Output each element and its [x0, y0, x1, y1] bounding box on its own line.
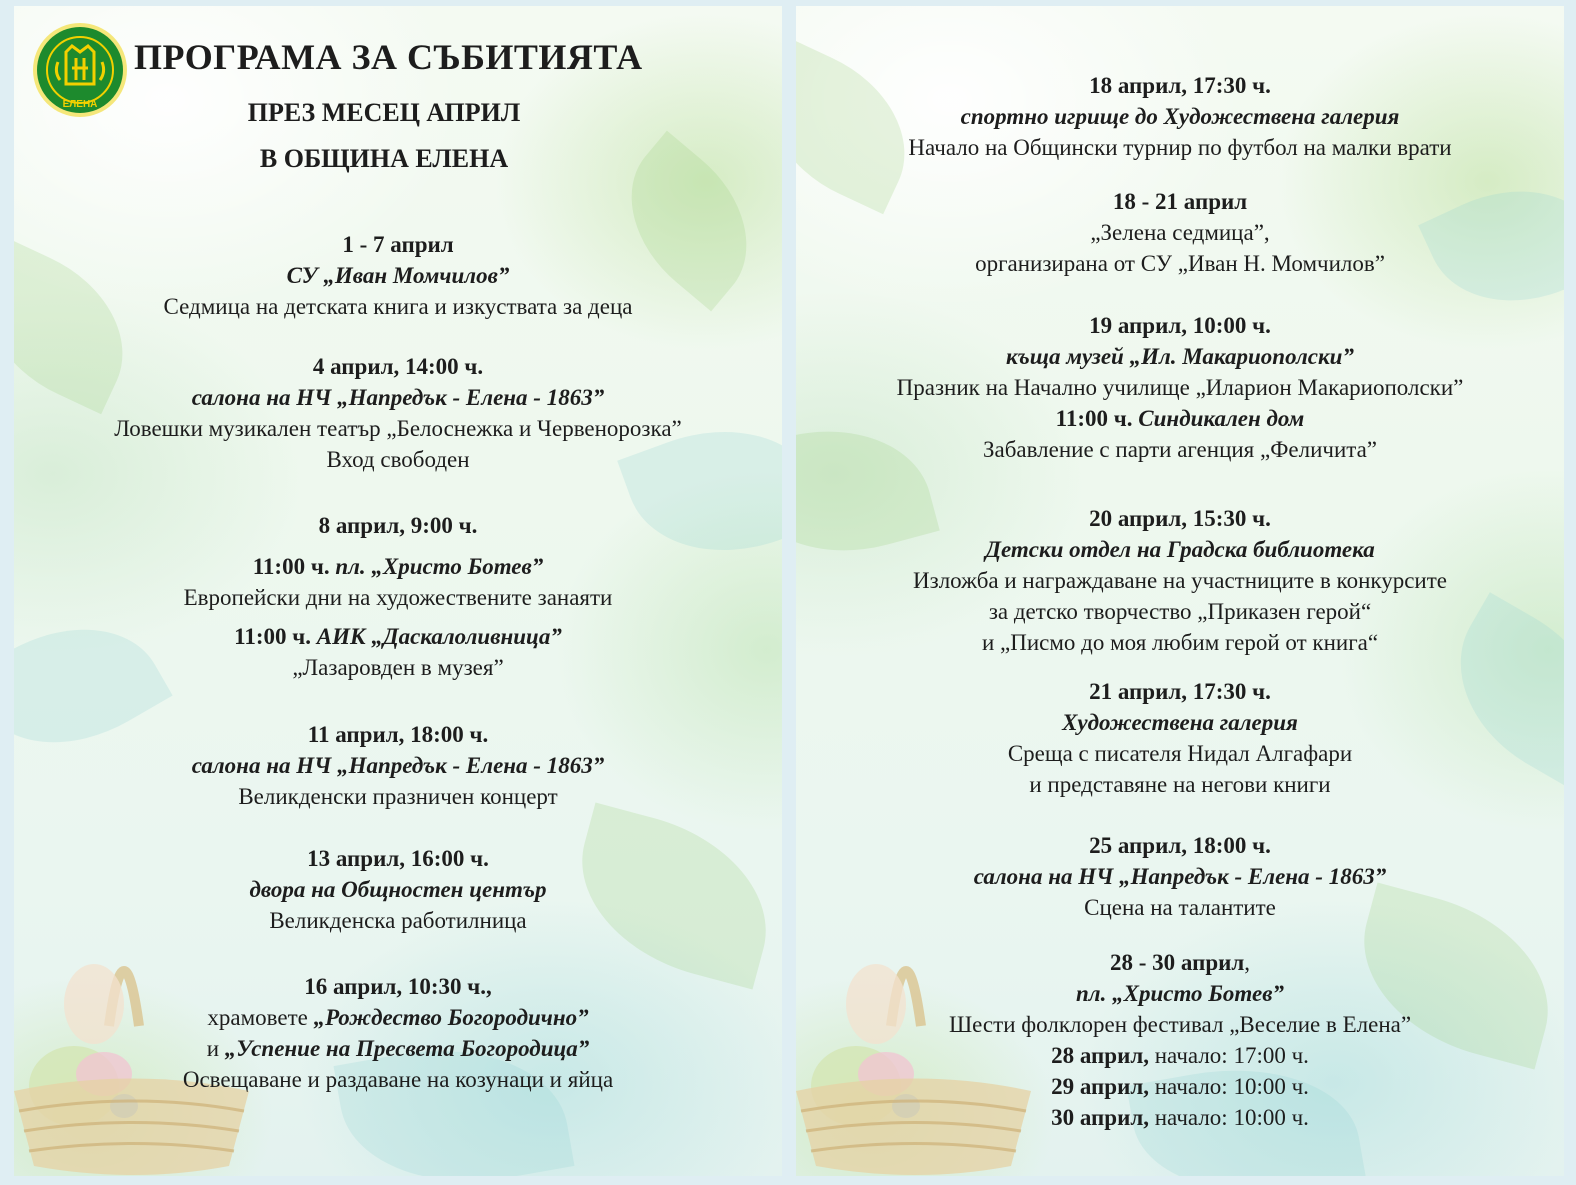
event-description: организирана от СУ „Иван Н. Момчилов” [975, 251, 1385, 276]
festival-day [796, 1040, 1564, 1071]
festival-day-time: начало: 17:00 ч. [1154, 1043, 1309, 1068]
event-description: Седмица на детската книга и изкуствата за деца [163, 294, 633, 319]
event-description: Празник на Начално училище „Иларион Макариополски” [896, 375, 1464, 400]
event-sub-block [14, 621, 782, 683]
event-place: АИК „Даскалоливница” [316, 624, 562, 649]
svg-text:ЕЛЕНА: ЕЛЕНА [62, 99, 98, 110]
event-place-prefix: и [206, 1036, 220, 1061]
event-block [14, 229, 782, 322]
event-description: Забавление с парти агенция „Феличита” [982, 437, 1378, 462]
event-date-suffix: , [1244, 950, 1251, 975]
event-block [796, 947, 1564, 1133]
event-description: Великденски празничен концерт [238, 784, 558, 809]
event-description: за детско творчество „Приказен герой“ [988, 599, 1372, 624]
festival-day-time: начало: 10:00 ч. [1154, 1074, 1309, 1099]
festival-day [796, 1071, 1564, 1102]
event-block [796, 186, 1564, 279]
event-block [796, 70, 1564, 163]
event-place: „Рождество Богородично” [313, 1005, 589, 1030]
event-description: Освещаване и раздаване на козунаци и яйца [182, 1067, 614, 1092]
event-description: Сцена на талантите [1084, 895, 1276, 920]
festival-day-date: 29 април, [1051, 1074, 1149, 1099]
event-date: 4 април, 14:00 ч. [312, 354, 484, 379]
event-place: пл. „Христо Ботев” [335, 554, 544, 579]
event-block [796, 830, 1564, 923]
event-date: 18 април, 17:30 ч. [1089, 73, 1271, 98]
event-description: Начало на Общински турнир по футбол на малки врати [908, 135, 1452, 160]
event-description: и представяне на негови книги [1029, 772, 1331, 797]
event-note: Вход свободен [326, 447, 470, 472]
event-date: 19 април, 10:00 ч. [1089, 313, 1271, 338]
event-block [14, 510, 782, 541]
event-date: 21 април, 17:30 ч. [1089, 679, 1271, 704]
event-description: Европейски дни на художествените занаяти [183, 585, 613, 610]
event-date: 13 април, 16:00 ч. [307, 846, 489, 871]
event-sub-block [14, 551, 782, 613]
event-time: 11:00 ч. [252, 554, 330, 579]
event-place: Синдикален дом [1138, 406, 1305, 431]
event-place: „Успение на Пресвета Богородица” [224, 1036, 590, 1061]
event-block [796, 310, 1564, 465]
event-place: Детски отдел на Градска библиотека [985, 537, 1375, 562]
event-place-prefix: храмовете [207, 1005, 308, 1030]
event-description: Шести фолклорен фестивал „Веселие в Елена” [948, 1012, 1412, 1037]
event-block [796, 676, 1564, 800]
event-place: спортно игрище до Художествена галерия [960, 104, 1400, 129]
event-date: 16 април, 10:30 ч., [304, 974, 492, 999]
event-block [14, 351, 782, 475]
event-description: и „Писмо до моя любим герой от книга“ [981, 630, 1379, 655]
event-place: къща музей „Ил. Макариополски” [1006, 344, 1354, 369]
event-description: Ловешки музикален театър „Белоснежка и Червенорозка” [114, 416, 682, 441]
event-block [14, 843, 782, 936]
event-place: двора на Общностен център [249, 877, 547, 902]
event-time: 11:00 ч. [1055, 406, 1133, 431]
festival-day-time: начало: 10:00 ч. [1154, 1105, 1309, 1130]
festival-day-date: 30 април, [1051, 1105, 1149, 1130]
event-time: 11:00 ч. [234, 624, 312, 649]
event-block [796, 503, 1564, 658]
festival-day-date: 28 април, [1051, 1043, 1149, 1068]
event-place: Художествена галерия [1062, 710, 1298, 735]
event-date: 11 април, 18:00 ч. [307, 722, 489, 747]
event-place: СУ „Иван Момчилов” [286, 263, 510, 288]
right-page [796, 6, 1564, 1176]
event-place: салона на НЧ „Напредък - Елена - 1863” [191, 385, 605, 410]
page-subtitle-month: ПРЕЗ МЕСЕЦ АПРИЛ [247, 98, 521, 127]
event-date: 28 - 30 април [1109, 950, 1245, 975]
event-place: салона на НЧ „Напредък - Елена - 1863” [973, 864, 1387, 889]
event-block [14, 971, 782, 1095]
event-date: 25 април, 18:00 ч. [1089, 833, 1271, 858]
page-subtitle-municipality: В ОБЩИНА ЕЛЕНА [259, 144, 509, 173]
event-description: Великденска работилница [269, 908, 527, 933]
event-date: 8 април, 9:00 ч. [318, 513, 478, 538]
event-place: пл. „Христо Ботев” [1076, 981, 1284, 1006]
event-description: Среща с писателя Нидал Алгафари [1007, 741, 1353, 766]
event-block [14, 719, 782, 812]
event-description: „Лазаровден в музея” [292, 655, 504, 680]
event-description: „Зелена седмица”, [1090, 220, 1270, 245]
event-date: 20 април, 15:30 ч. [1089, 506, 1271, 531]
page-title: ПРОГРАМА ЗА СЪБИТИЯТА [134, 37, 643, 77]
event-description: Изложба и награждаване на участниците в конкурсите [913, 568, 1447, 593]
event-date: 1 - 7 април [342, 232, 454, 257]
event-date: 18 - 21 април [1112, 189, 1248, 214]
left-page [14, 6, 782, 1176]
event-place: салона на НЧ „Напредък - Елена - 1863” [191, 753, 605, 778]
festival-day [796, 1102, 1564, 1133]
